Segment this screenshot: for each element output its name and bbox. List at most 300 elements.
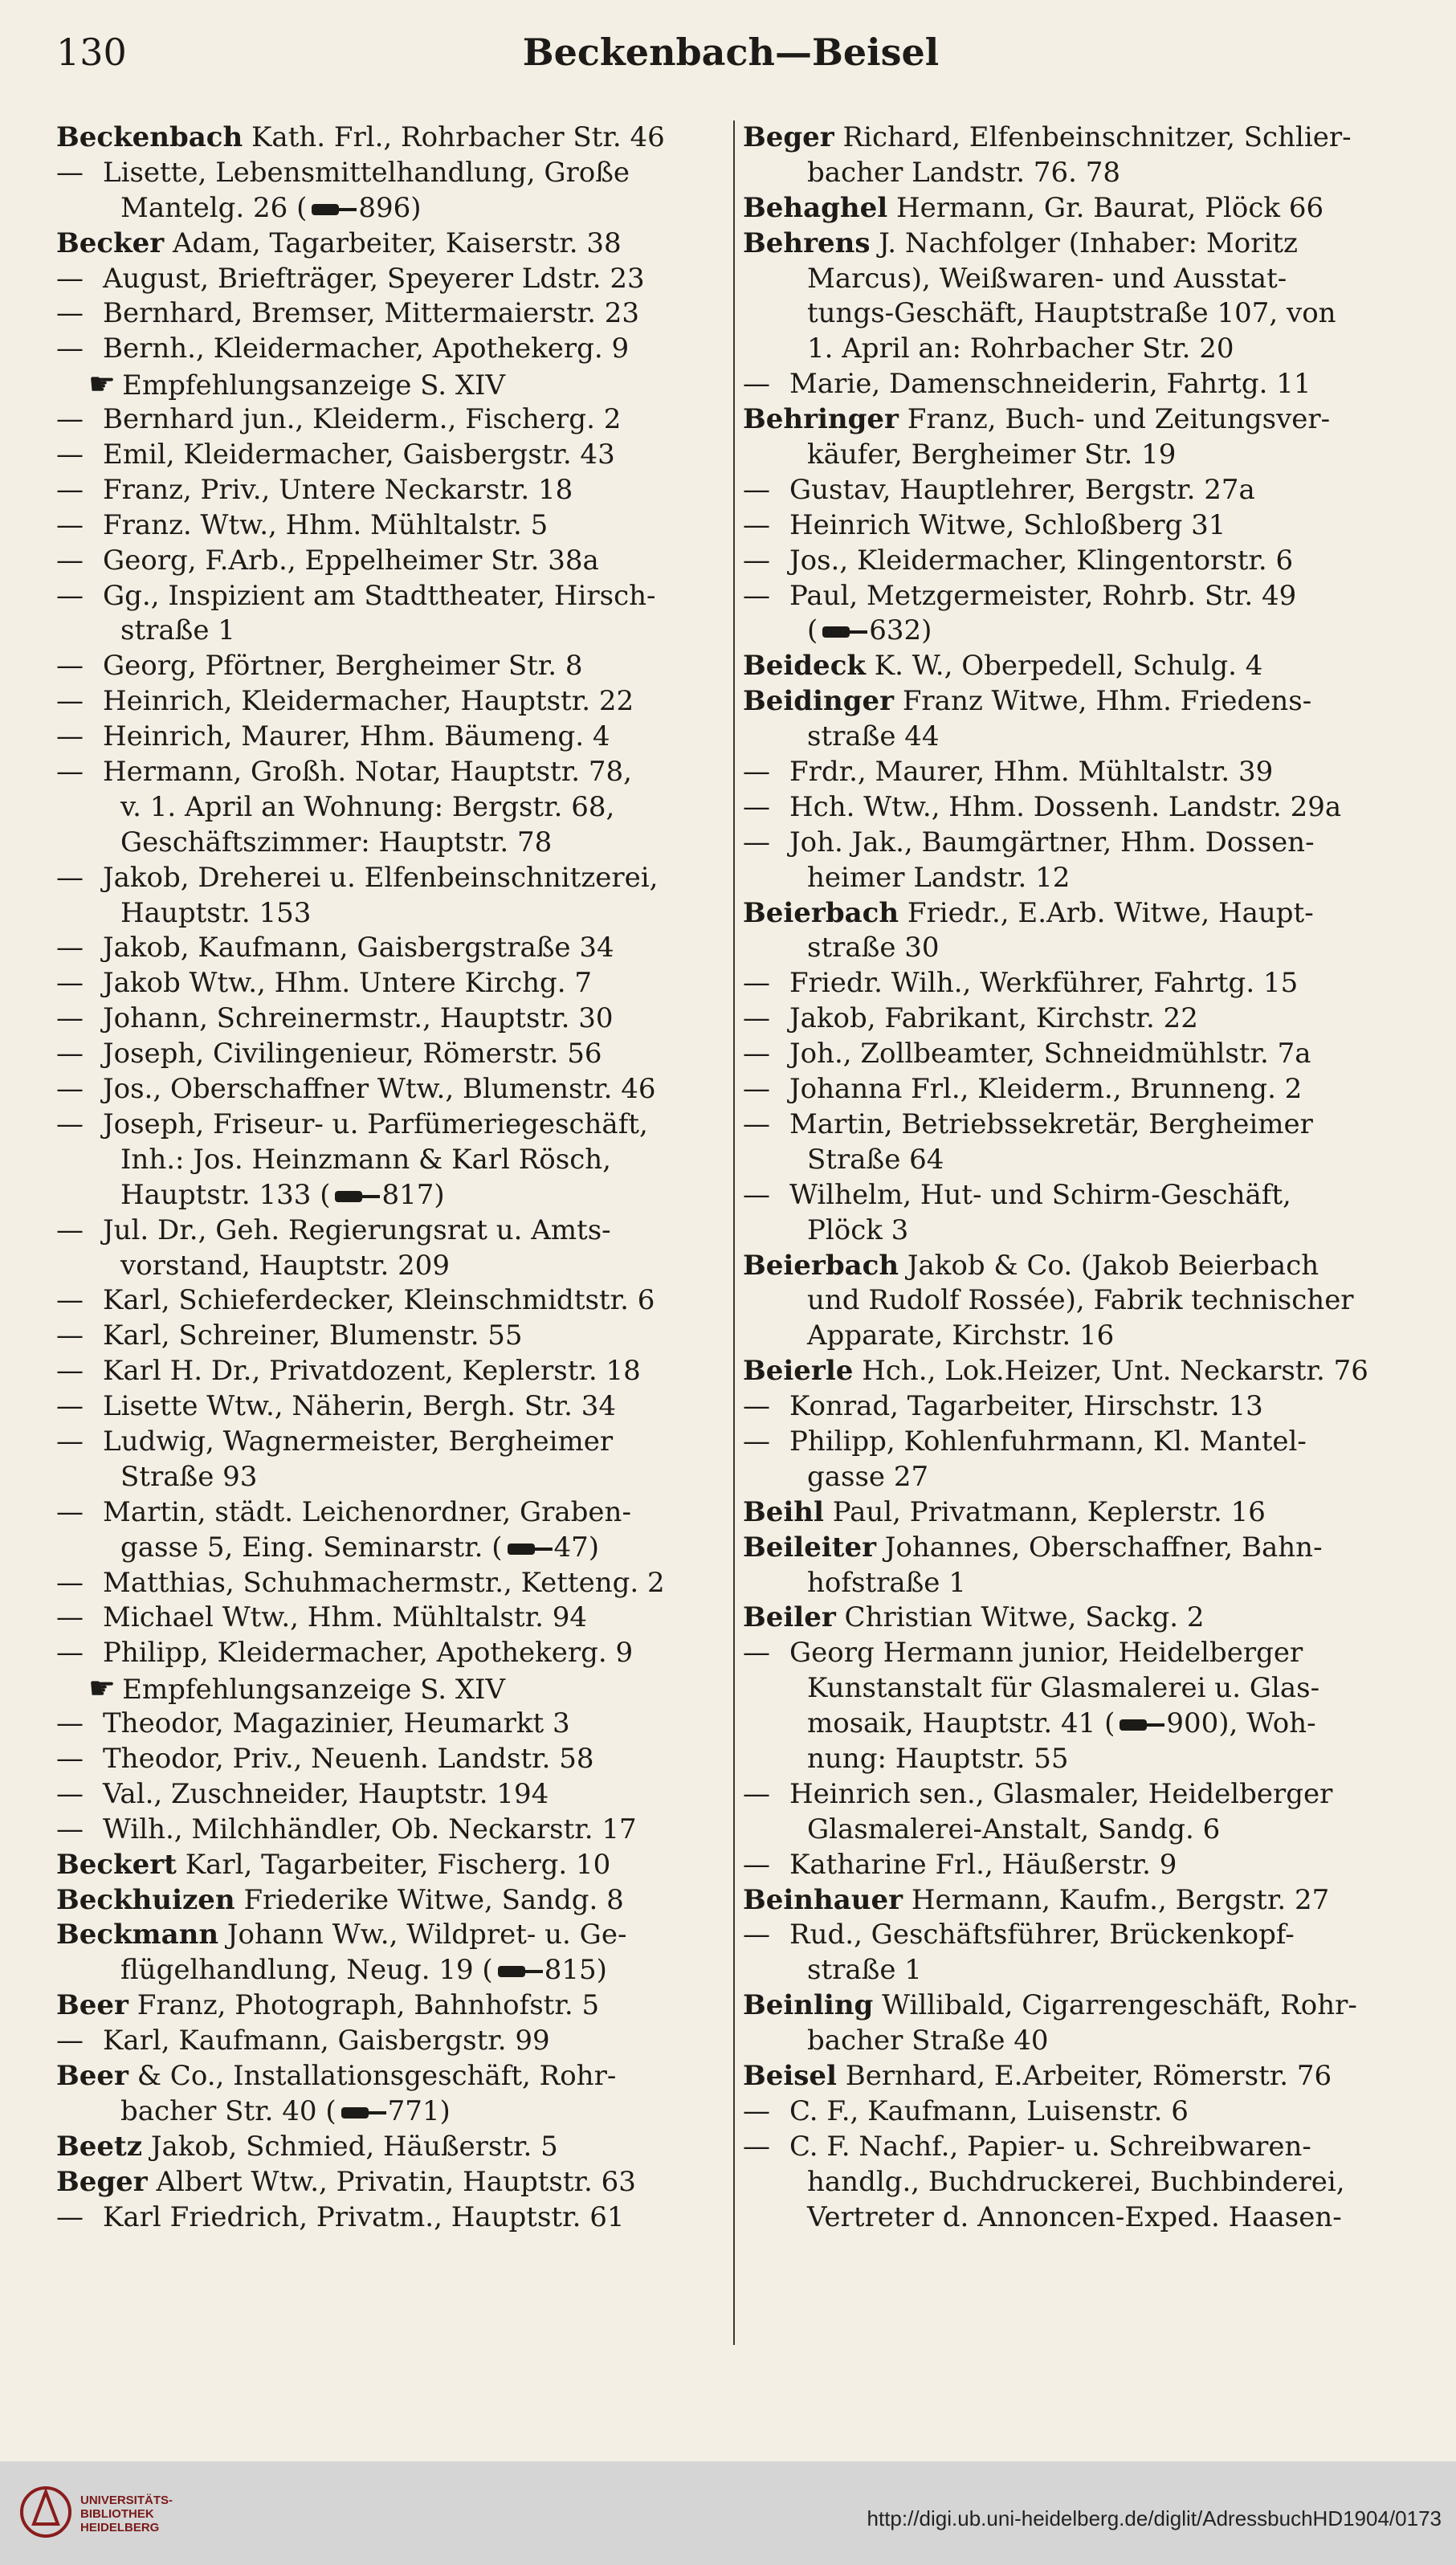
directory-entry-line bbox=[56, 1460, 743, 1495]
entry-text: handlg., Buchdruckerei, Buchbinderei, bbox=[807, 2165, 1345, 2198]
entry-text: bacher Landstr. 76. 78 bbox=[807, 156, 1121, 189]
entry-text: Apparate, Kirchstr. 16 bbox=[807, 1319, 1115, 1352]
telephone-icon bbox=[1115, 1718, 1166, 1732]
ditto-dash: — bbox=[56, 756, 84, 789]
directory-entry-line bbox=[743, 790, 1429, 826]
directory-entry-line bbox=[743, 2094, 1429, 2130]
entry-surname: Beisel bbox=[743, 2059, 837, 2092]
entry-text: nung: Hauptstr. 55 bbox=[807, 1742, 1069, 1775]
entry-surname: Beierbach bbox=[743, 896, 899, 929]
entry-text: mosaik, Hauptstr. 41 ( bbox=[807, 1707, 1115, 1740]
directory-entry-line bbox=[56, 1425, 743, 1460]
entry-text: Geschäftszimmer: Hauptstr. 78 bbox=[120, 826, 553, 858]
ditto-dash: — bbox=[56, 1637, 84, 1670]
entry-text: Albert Wtw., Privatin, Hauptstr. 63 bbox=[147, 2165, 636, 2198]
directory-entry-line bbox=[743, 2165, 1429, 2200]
footer-bar bbox=[0, 2461, 1456, 2565]
entry-text: Joh. Jak., Baumgärtner, Hhm. Dossen- bbox=[789, 826, 1315, 858]
directory-entry-line bbox=[743, 826, 1429, 861]
entry-surname: Beer bbox=[56, 1989, 128, 2022]
entry-surname: Beinling bbox=[743, 1989, 874, 2022]
directory-entry-line bbox=[56, 1883, 743, 1919]
ditto-dash: — bbox=[743, 544, 770, 577]
entry-text: Bernhard, E.Arbeiter, Römerstr. 76 bbox=[836, 2059, 1332, 2092]
directory-entry-line bbox=[56, 861, 743, 896]
directory-entry-line bbox=[56, 473, 743, 508]
entry-text: Plöck 3 bbox=[807, 1213, 909, 1246]
ditto-dash: — bbox=[743, 1178, 770, 1211]
ditto-dash: — bbox=[56, 1355, 84, 1388]
entry-text: Richard, Elfenbeinschnitzer, Schlier- bbox=[834, 121, 1352, 153]
ditto-dash: — bbox=[743, 756, 770, 789]
entry-surname: Beileiter bbox=[743, 1531, 876, 1564]
directory-entry-line bbox=[743, 1319, 1429, 1354]
entry-text: Konrad, Tagarbeiter, Hirschstr. 13 bbox=[789, 1390, 1263, 1423]
entry-text: Vertreter d. Annoncen-Exped. Haasen- bbox=[807, 2200, 1342, 2233]
directory-entry-line bbox=[743, 966, 1429, 1001]
entry-text: Rud., Geschäftsführer, Brückenkopf- bbox=[789, 1919, 1295, 1951]
ditto-dash: — bbox=[743, 579, 770, 612]
telephone-icon bbox=[503, 1542, 554, 1556]
entry-text: Hauptstr. 153 bbox=[120, 896, 312, 929]
phone-number: 900), Woh- bbox=[1166, 1707, 1316, 1740]
phone-number: 47) bbox=[553, 1531, 600, 1564]
entry-text: Franz, Photograph, Bahnhofstr. 5 bbox=[128, 1989, 600, 2022]
entry-text: bacher Str. 40 ( bbox=[120, 2094, 336, 2127]
entry-text: August, Briefträger, Speyerer Ldstr. 23 bbox=[103, 262, 645, 295]
directory-entry-line bbox=[743, 473, 1429, 508]
directory-entry-line bbox=[743, 1283, 1429, 1319]
ditto-dash: — bbox=[56, 861, 84, 894]
pointing-hand-icon: ☛ bbox=[88, 1671, 116, 1707]
entry-text: Friedr. Wilh., Werkführer, Fahrtg. 15 bbox=[789, 967, 1299, 1000]
entry-text: und Rudolf Rossée), Fabrik technischer bbox=[807, 1284, 1354, 1317]
ditto-dash: — bbox=[56, 1390, 84, 1423]
entry-surname: Behaghel bbox=[743, 191, 888, 224]
ditto-dash: — bbox=[56, 650, 84, 683]
directory-entry-line bbox=[743, 1531, 1429, 1566]
directory-entry-line bbox=[743, 2059, 1429, 2094]
entry-surname: Beideck bbox=[743, 650, 866, 683]
ditto-dash: — bbox=[743, 508, 770, 541]
directory-entry-line bbox=[743, 1495, 1429, 1531]
directory-entry-line bbox=[743, 1671, 1429, 1707]
ditto-dash: — bbox=[56, 1777, 84, 1810]
entry-text: Hermann, Großh. Notar, Hauptstr. 78, bbox=[103, 756, 632, 789]
pointing-hand-icon: ☛ bbox=[88, 367, 116, 402]
directory-entry-line bbox=[743, 1213, 1429, 1249]
ditto-dash: — bbox=[743, 368, 770, 401]
directory-entry-line bbox=[743, 1143, 1429, 1178]
entry-text: vorstand, Hauptstr. 209 bbox=[120, 1249, 450, 1282]
entry-text: Philipp, Kohlenfuhrmann, Kl. Mantel- bbox=[789, 1425, 1307, 1458]
ditto-dash: — bbox=[743, 967, 770, 1000]
ditto-dash: — bbox=[743, 1038, 770, 1070]
entry-surname: Beetz bbox=[56, 2130, 143, 2163]
phone-number: 817) bbox=[381, 1178, 445, 1211]
entry-text: Heinrich sen., Glasmaler, Heidelberger bbox=[789, 1777, 1333, 1810]
directory-entry-line bbox=[56, 1001, 743, 1037]
running-head: Beckenbach—Beisel bbox=[522, 31, 940, 74]
telephone-icon bbox=[336, 2106, 388, 2120]
entry-text: Georg, F.Arb., Eppelheimer Str. 38a bbox=[103, 544, 599, 577]
ditto-dash: — bbox=[743, 1637, 770, 1670]
ditto-dash: — bbox=[743, 2130, 770, 2163]
entry-text: C. F., Kaufmann, Luisenstr. 6 bbox=[789, 2094, 1189, 2127]
entry-surname: Beihl bbox=[743, 1495, 824, 1528]
ditto-dash: — bbox=[56, 332, 84, 365]
entry-text: Karl, Kaufmann, Gaisbergstr. 99 bbox=[103, 2025, 550, 2057]
entry-surname: Beger bbox=[743, 121, 834, 153]
directory-entry-line bbox=[743, 755, 1429, 790]
ditto-dash: — bbox=[56, 1425, 84, 1458]
directory-entry-line bbox=[743, 156, 1429, 191]
directory-entry-line bbox=[56, 1988, 743, 2024]
entry-text: Martin, Betriebssekretär, Bergheimer bbox=[789, 1107, 1313, 1140]
entry-text: Johannes, Oberschaffner, Bahn- bbox=[876, 1531, 1323, 1564]
directory-entry-line bbox=[743, 402, 1429, 438]
entry-text: Glasmalerei-Anstalt, Sandg. 6 bbox=[807, 1813, 1221, 1845]
entry-text: flügelhandlung, Neug. 19 ( bbox=[120, 1954, 493, 1987]
entry-text: Jakob Wtw., Hhm. Untere Kirchg. 7 bbox=[103, 967, 593, 1000]
entry-text: Karl, Schieferdecker, Kleinschmidtstr. 6 bbox=[103, 1284, 655, 1317]
ditto-dash: — bbox=[743, 2094, 770, 2127]
ditto-dash: — bbox=[56, 1707, 84, 1740]
ditto-dash: — bbox=[56, 1495, 84, 1528]
directory-entry-line bbox=[743, 367, 1429, 402]
entry-text: bacher Straße 40 bbox=[807, 2025, 1049, 2057]
entry-text: Georg Hermann junior, Heidelberger bbox=[789, 1637, 1303, 1670]
entry-text: Straße 64 bbox=[807, 1143, 944, 1176]
directory-entry-line bbox=[56, 226, 743, 262]
entry-text: Emil, Kleidermacher, Gaisbergstr. 43 bbox=[103, 438, 615, 471]
ditto-dash: — bbox=[743, 1002, 770, 1035]
directory-entry-line bbox=[56, 1037, 743, 1072]
directory-entry-line bbox=[56, 1707, 743, 1742]
entry-text: Wilhelm, Hut- und Schirm-Geschäft, bbox=[789, 1178, 1291, 1211]
entry-text: Michael Wtw., Hhm. Mühltalstr. 94 bbox=[103, 1601, 588, 1634]
directory-entry-line bbox=[56, 755, 743, 790]
entry-text: Lisette Wtw., Näherin, Bergh. Str. 34 bbox=[103, 1390, 617, 1423]
directory-entry-line bbox=[56, 1249, 743, 1284]
directory-entry-line bbox=[56, 1742, 743, 1777]
entry-text: Franz. Wtw., Hhm. Mühltalstr. 5 bbox=[103, 508, 549, 541]
directory-entry-line bbox=[56, 966, 743, 1001]
entry-text: Heinrich, Kleidermacher, Hauptstr. 22 bbox=[103, 685, 634, 718]
directory-entry-line bbox=[743, 1566, 1429, 1601]
entry-text: & Co., Installationsgeschäft, Rohr- bbox=[128, 2059, 617, 2092]
directory-entry-line bbox=[743, 1460, 1429, 1495]
ditto-dash: — bbox=[743, 1777, 770, 1810]
phone-number: 896) bbox=[358, 191, 422, 224]
directory-entry-line bbox=[743, 544, 1429, 579]
phone-number: 632) bbox=[869, 614, 932, 647]
directory-entry-line bbox=[743, 1636, 1429, 1671]
entry-text: Ludwig, Wagnermeister, Bergheimer bbox=[103, 1425, 614, 1458]
entry-text: Willibald, Cigarrengeschäft, Rohr- bbox=[873, 1989, 1357, 2022]
entry-text: ( bbox=[807, 614, 818, 647]
entry-text: Hch. Wtw., Hhm. Dossenh. Landstr. 29a bbox=[789, 790, 1342, 823]
entry-text: Bernhard, Bremser, Mittermaierstr. 23 bbox=[103, 297, 640, 330]
directory-entry-line bbox=[56, 2059, 743, 2094]
directory-entry-line bbox=[56, 1813, 743, 1848]
entry-text: Karl, Schreiner, Blumenstr. 55 bbox=[103, 1319, 523, 1352]
entry-surname: Becker bbox=[56, 226, 165, 259]
ditto-dash: — bbox=[56, 403, 84, 436]
directory-entry-line bbox=[56, 684, 743, 720]
directory-entry-line bbox=[56, 156, 743, 191]
ditto-dash: — bbox=[56, 1813, 84, 1845]
directory-entry-line bbox=[56, 1566, 743, 1601]
entry-text: Bernh., Kleidermacher, Apothekerg. 9 bbox=[103, 332, 630, 365]
ditto-dash: — bbox=[56, 1038, 84, 1070]
entry-text: Franz, Buch- und Zeitungsver- bbox=[898, 403, 1331, 436]
directory-entry-line bbox=[56, 614, 743, 649]
directory-entry-line bbox=[743, 120, 1429, 156]
directory-entry-line bbox=[743, 1707, 1429, 1742]
entry-text: Christian Witwe, Sackg. 2 bbox=[835, 1601, 1205, 1634]
directory-entry-line bbox=[743, 332, 1429, 367]
directory-entry-line bbox=[743, 438, 1429, 473]
directory-entry-line bbox=[56, 1495, 743, 1531]
directory-entry-line bbox=[56, 579, 743, 614]
entry-text: Karl Friedrich, Privatm., Hauptstr. 61 bbox=[103, 2200, 625, 2233]
directory-entry-line bbox=[743, 614, 1429, 649]
directory-entry-line bbox=[56, 1213, 743, 1249]
column-divider bbox=[733, 120, 735, 2345]
university-seal-icon bbox=[18, 2476, 74, 2548]
ditto-dash: — bbox=[56, 1107, 84, 1140]
ditto-dash: — bbox=[56, 1284, 84, 1317]
entry-text: Hauptstr. 133 ( bbox=[120, 1178, 331, 1211]
entry-surname: Beidinger bbox=[743, 685, 895, 718]
entry-text: Heinrich, Maurer, Hhm. Bäumeng. 4 bbox=[103, 720, 610, 753]
directory-entry-line bbox=[743, 684, 1429, 720]
library-name-line: HEIDELBERG bbox=[80, 2521, 160, 2534]
directory-entry-line bbox=[743, 2130, 1429, 2165]
ditto-dash: — bbox=[56, 473, 84, 506]
directory-entry-line bbox=[56, 1636, 743, 1671]
entry-surname: Beckenbach bbox=[56, 121, 243, 153]
entry-text: hofstraße 1 bbox=[807, 1566, 966, 1599]
entry-text: Franz, Priv., Untere Neckarstr. 18 bbox=[103, 473, 573, 506]
ditto-dash: — bbox=[56, 2200, 84, 2233]
entry-text: Paul, Metzgermeister, Rohrb. Str. 49 bbox=[789, 579, 1297, 612]
directory-entry-line bbox=[743, 1072, 1429, 1107]
directory-entry-line bbox=[56, 1319, 743, 1354]
ditto-dash: — bbox=[743, 826, 770, 858]
directory-entry-line bbox=[56, 1531, 743, 1566]
entry-text: Jakob, Dreherei u. Elfenbeinschnitzerei, bbox=[103, 861, 659, 894]
entry-text: Johann, Schreinermstr., Hauptstr. 30 bbox=[103, 1002, 614, 1035]
entry-text: Jakob, Schmied, Häußerstr. 5 bbox=[142, 2130, 558, 2163]
page-number: 130 bbox=[56, 31, 127, 74]
entry-surname: Behrens bbox=[743, 226, 871, 259]
entry-text: Paul, Privatmann, Keplerstr. 16 bbox=[823, 1495, 1266, 1528]
directory-entry-line bbox=[743, 2024, 1429, 2059]
ditto-dash: — bbox=[743, 790, 770, 823]
entry-text: straße 30 bbox=[807, 932, 940, 964]
entry-text: Theodor, Magazinier, Heumarkt 3 bbox=[103, 1707, 570, 1740]
ditto-dash: — bbox=[56, 1319, 84, 1352]
directory-entry-line bbox=[743, 1249, 1429, 1284]
directory-entry-line bbox=[743, 296, 1429, 332]
entry-text: Joseph, Civilingenieur, Römerstr. 56 bbox=[103, 1038, 602, 1070]
entry-text: K. W., Oberpedell, Schulg. 4 bbox=[865, 650, 1263, 683]
directory-entry-line bbox=[56, 402, 743, 438]
entry-text: Empfehlungsanzeige S. XIV bbox=[122, 369, 506, 402]
entry-text: heimer Landstr. 12 bbox=[807, 861, 1071, 894]
entry-text: C. F. Nachf., Papier- u. Schreibwaren- bbox=[789, 2130, 1311, 2163]
entry-text: Adam, Tagarbeiter, Kaiserstr. 38 bbox=[164, 226, 622, 259]
ditto-dash: — bbox=[56, 967, 84, 1000]
directory-entry-line bbox=[56, 1777, 743, 1813]
ditto-dash: — bbox=[56, 262, 84, 295]
entry-surname: Beierbach bbox=[743, 1249, 899, 1282]
ditto-dash: — bbox=[743, 1390, 770, 1423]
entry-text: Karl H. Dr., Privatdozent, Keplerstr. 18 bbox=[103, 1355, 641, 1388]
directory-entry-line bbox=[743, 1601, 1429, 1636]
directory-entry-line bbox=[743, 2200, 1429, 2236]
entry-text: Empfehlungsanzeige S. XIV bbox=[122, 1674, 506, 1707]
entry-text: Theodor, Priv., Neuenh. Landstr. 58 bbox=[103, 1742, 594, 1775]
entry-text: Friedr., E.Arb. Witwe, Haupt- bbox=[899, 896, 1314, 929]
directory-entry-line bbox=[743, 508, 1429, 544]
directory-entry-line bbox=[743, 1777, 1429, 1813]
entry-text: Georg, Pförtner, Bergheimer Str. 8 bbox=[103, 650, 583, 683]
ditto-dash: — bbox=[56, 685, 84, 718]
ditto-dash: — bbox=[56, 1213, 84, 1246]
entry-text: Franz Witwe, Hhm. Friedens- bbox=[894, 685, 1312, 718]
directory-entry-line bbox=[743, 861, 1429, 896]
directory-entry-line bbox=[743, 1425, 1429, 1460]
ditto-dash: — bbox=[743, 1425, 770, 1458]
entry-text: v. 1. April an Wohnung: Bergstr. 68, bbox=[120, 790, 615, 823]
directory-entry-line bbox=[56, 1178, 743, 1213]
entry-text: Wilh., Milchhändler, Ob. Neckarstr. 17 bbox=[103, 1813, 637, 1845]
directory-entry-line bbox=[743, 1848, 1429, 1883]
entry-text: Mantelg. 26 ( bbox=[120, 191, 308, 224]
ditto-dash: — bbox=[56, 297, 84, 330]
entry-surname: Beckert bbox=[56, 1848, 177, 1881]
directory-entry-line bbox=[743, 226, 1429, 262]
entry-text: tungs-Geschäft, Hauptstraße 107, von bbox=[807, 297, 1336, 330]
entry-surname: Behringer bbox=[743, 403, 899, 436]
directory-entry-line bbox=[56, 1283, 743, 1319]
entry-text: straße 1 bbox=[120, 614, 235, 647]
directory-entry-line bbox=[743, 1883, 1429, 1919]
source-url[interactable]: http://digi.ub.uni-heidelberg.de/diglit/AdressbuchHD1904/0173 bbox=[867, 2506, 1442, 2530]
ditto-dash: — bbox=[56, 1566, 84, 1599]
entry-text: Martin, städt. Leichenordner, Graben- bbox=[103, 1495, 631, 1528]
ditto-dash: — bbox=[56, 1002, 84, 1035]
entry-surname: Beer bbox=[56, 2059, 128, 2092]
ditto-dash: — bbox=[56, 2025, 84, 2057]
entry-text: Heinrich Witwe, Schloßberg 31 bbox=[789, 508, 1226, 541]
ditto-dash: — bbox=[56, 579, 84, 612]
telephone-icon bbox=[818, 625, 869, 639]
directory-entry-line bbox=[56, 296, 743, 332]
directory-entry-line bbox=[56, 1953, 743, 1988]
entry-text: Philipp, Kleidermacher, Apothekerg. 9 bbox=[103, 1637, 634, 1670]
ditto-dash: — bbox=[743, 1848, 770, 1881]
directory-entry-line bbox=[743, 1953, 1429, 1988]
entry-text: Kunstanstalt für Glasmalerei u. Glas- bbox=[807, 1672, 1320, 1705]
directory-entry-line bbox=[56, 790, 743, 826]
entry-text: käufer, Bergheimer Str. 19 bbox=[807, 438, 1177, 471]
directory-entry-line bbox=[56, 438, 743, 473]
directory-entry-line bbox=[56, 826, 743, 861]
entry-text: Jakob & Co. (Jakob Beierbach bbox=[899, 1249, 1319, 1282]
entry-text: Jos., Oberschaffner Wtw., Blumenstr. 46 bbox=[103, 1073, 656, 1106]
library-name bbox=[80, 2494, 173, 2534]
directory-entry-line bbox=[743, 191, 1429, 226]
directory-entry-line bbox=[56, 1848, 743, 1883]
entry-text: Joseph, Friseur- u. Parfümeriegeschäft, bbox=[103, 1107, 648, 1140]
directory-entry-line bbox=[56, 1072, 743, 1107]
entry-text: Kath. Frl., Rohrbacher Str. 46 bbox=[243, 121, 665, 153]
entry-surname: Beiler bbox=[743, 1601, 836, 1634]
entry-text: Gustav, Hauptlehrer, Bergstr. 27a bbox=[789, 473, 1255, 506]
directory-entry-line bbox=[56, 2024, 743, 2059]
directory-entry-line bbox=[743, 262, 1429, 297]
directory-entry-line bbox=[56, 508, 743, 544]
telephone-icon bbox=[307, 202, 358, 217]
ditto-dash: — bbox=[743, 473, 770, 506]
directory-entry-line bbox=[56, 649, 743, 684]
telephone-icon bbox=[493, 1964, 544, 1979]
ditto-dash: — bbox=[56, 156, 84, 189]
library-name-line: BIBLIOTHEK bbox=[80, 2507, 154, 2521]
directory-entry-line bbox=[743, 1107, 1429, 1143]
directory-entry-line bbox=[56, 367, 743, 402]
entry-text: Hermann, Gr. Baurat, Plöck 66 bbox=[887, 191, 1324, 224]
entry-text: Johann Ww., Wildpret- u. Ge- bbox=[218, 1919, 627, 1951]
entry-text: Joh., Zollbeamter, Schneidmühlstr. 7a bbox=[789, 1038, 1311, 1070]
entry-text: Lisette, Lebensmittelhandlung, Große bbox=[103, 156, 630, 189]
entry-text: Matthias, Schuhmachermstr., Ketteng. 2 bbox=[103, 1566, 665, 1599]
ditto-dash: — bbox=[56, 1073, 84, 1106]
entry-text: 1. April an: Rohrbacher Str. 20 bbox=[807, 332, 1234, 365]
entry-surname: Beierle bbox=[743, 1355, 854, 1388]
ditto-dash: — bbox=[56, 1601, 84, 1634]
ditto-dash: — bbox=[56, 438, 84, 471]
directory-entry-line bbox=[56, 1601, 743, 1636]
entry-text: Gg., Inspizient am Stadttheater, Hirsch- bbox=[103, 579, 656, 612]
entry-text: Marcus), Weißwaren- und Ausstat- bbox=[807, 262, 1287, 295]
left-column bbox=[56, 120, 743, 2235]
directory-entry-line bbox=[743, 931, 1429, 966]
entry-text: Bernhard jun., Kleiderm., Fischerg. 2 bbox=[103, 403, 622, 436]
directory-entry-line bbox=[56, 1671, 743, 1707]
ditto-dash: — bbox=[56, 932, 84, 964]
directory-entry-line bbox=[56, 2130, 743, 2165]
entry-text: Hermann, Kaufm., Bergstr. 27 bbox=[903, 1883, 1330, 1916]
entry-text: Val., Zuschneider, Hauptstr. 194 bbox=[103, 1777, 549, 1810]
entry-surname: Beckhuizen bbox=[56, 1883, 235, 1916]
entry-text: Hch., Lok.Heizer, Unt. Neckarstr. 76 bbox=[853, 1355, 1368, 1388]
directory-entry-line bbox=[743, 1918, 1429, 1953]
phone-number: 815) bbox=[544, 1954, 607, 1987]
entry-text: straße 1 bbox=[807, 1954, 922, 1987]
entry-text: Jakob, Fabrikant, Kirchstr. 22 bbox=[789, 1002, 1198, 1035]
entry-text: Friederike Witwe, Sandg. 8 bbox=[235, 1883, 624, 1916]
directory-entry-line bbox=[743, 1813, 1429, 1848]
directory-entry-line bbox=[743, 896, 1429, 932]
library-name-line: UNIVERSITÄTS- bbox=[80, 2494, 173, 2507]
directory-entry-line bbox=[56, 2165, 743, 2200]
directory-entry-line bbox=[56, 120, 743, 156]
